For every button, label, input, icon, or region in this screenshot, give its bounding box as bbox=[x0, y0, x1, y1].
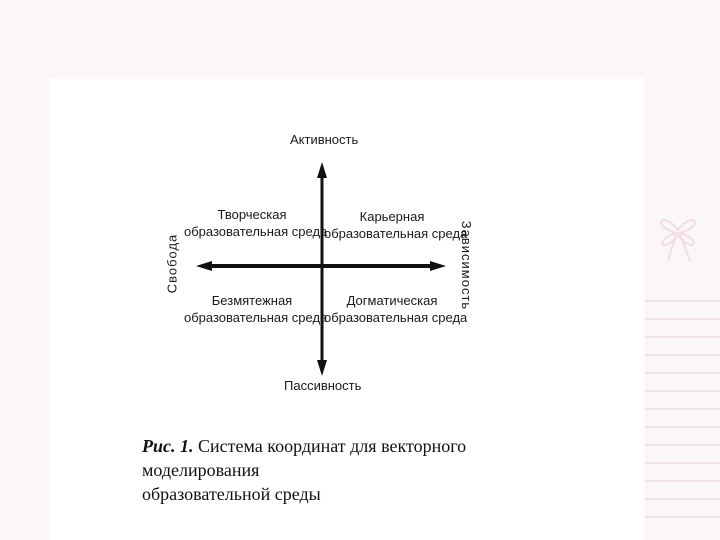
axis-bottom-label: Пассивность bbox=[284, 378, 362, 393]
quadrant-subtitle: образовательная среда bbox=[184, 310, 328, 325]
ribbon-bow-decoration bbox=[648, 205, 708, 265]
arrow-down bbox=[317, 360, 327, 376]
slide-figure bbox=[50, 78, 645, 540]
caption-line-1 bbox=[142, 434, 582, 482]
caption-text-1: Система координат для векторного моделирования bbox=[142, 436, 467, 480]
quadrant-subtitle: образовательная среда bbox=[184, 224, 328, 239]
quadrant-top-right bbox=[324, 208, 468, 242]
quadrant-top-left bbox=[184, 206, 328, 240]
caption-label: Рис. 1. bbox=[142, 436, 194, 456]
arrow-up bbox=[317, 162, 327, 178]
axis-left-label: Свобода bbox=[164, 233, 180, 294]
arrow-right bbox=[430, 261, 446, 271]
quadrant-title: Догматическая bbox=[346, 293, 438, 308]
quadrant-title: Безмятежная bbox=[211, 293, 293, 308]
axis-right-label: Зависимость bbox=[459, 220, 475, 311]
quadrant-title: Карьерная bbox=[359, 209, 425, 224]
caption-line-2: образовательной среды bbox=[142, 484, 321, 504]
quadrant-subtitle: образовательная среда bbox=[324, 226, 468, 241]
arrow-left bbox=[196, 261, 212, 271]
quadrant-bottom-right bbox=[324, 292, 468, 326]
background-lines bbox=[640, 0, 720, 540]
quadrant-title: Творческая bbox=[217, 207, 287, 222]
quadrant-subtitle: образовательная среда bbox=[324, 310, 468, 325]
quadrant-bottom-left bbox=[184, 292, 328, 326]
figure-caption bbox=[142, 434, 582, 506]
axis-top-label: Активность bbox=[290, 132, 359, 147]
